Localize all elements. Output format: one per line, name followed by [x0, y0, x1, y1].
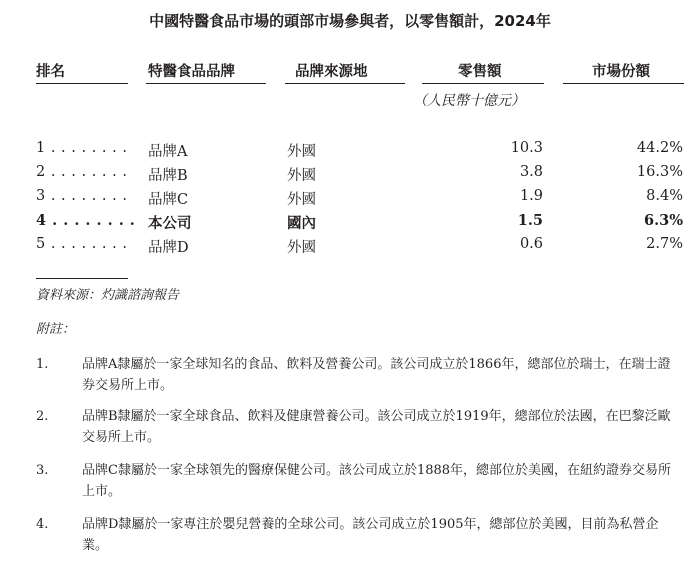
origin-cell: 外國 — [287, 240, 316, 256]
header-rule-brand — [146, 83, 266, 84]
header-share: 市場份額 — [592, 64, 650, 80]
table-row — [0, 188, 700, 212]
source-note: 資料來源：灼識諮詢報告 — [36, 288, 180, 303]
header-origin: 品牌來源地 — [295, 64, 368, 80]
brand-cell: 品牌C — [148, 192, 189, 208]
header-rank: 排名 — [36, 64, 65, 80]
rank-cell: 1 . . . . . . . . — [36, 140, 128, 156]
footnote-text: 品牌B隸屬於一家全球食品、飲料及健康營養公司。該公司成立於1919年，總部位於法國，在巴黎泛歐交易所上市。 — [82, 409, 671, 445]
footnote-number: 1. — [36, 357, 49, 372]
origin-cell: 外國 — [287, 144, 316, 160]
header-rule-sales — [422, 83, 544, 84]
footnote-number: 4. — [36, 517, 49, 532]
header-rule-share — [563, 83, 684, 84]
brand-cell: 品牌D — [148, 240, 189, 256]
footnote-text: 品牌D隸屬於一家專注於嬰兒營養的全球公司。該公司成立於1905年，總部位於美國，目前為私營企業。 — [82, 517, 659, 553]
sales-unit-label: （人民幣十億元） — [413, 93, 525, 109]
rank-cell: 3 . . . . . . . . — [36, 188, 128, 204]
table-row — [0, 140, 700, 164]
share-cell: 2.7% — [646, 236, 683, 252]
footnote-number: 3. — [36, 463, 49, 478]
sales-cell: 3.8 — [519, 164, 543, 180]
sales-cell: 1.5 — [517, 212, 543, 229]
page-title: 中國特醫食品市場的頭部市場參與者，以零售額計，2024年 — [149, 12, 551, 30]
rank-cell: 5 . . . . . . . . — [36, 236, 128, 252]
share-cell: 8.4% — [646, 188, 683, 204]
sales-cell: 0.6 — [519, 236, 543, 252]
footnote-text: 品牌A隸屬於一家全球知名的食品、飲料及營養公司。該公司成立於1866年，總部位於瑞士，在瑞士證券交易所上市。 — [82, 357, 671, 393]
source-divider — [36, 278, 128, 279]
footnote-number: 2. — [36, 409, 49, 424]
sales-cell: 1.9 — [519, 188, 543, 204]
notes-label: 附註： — [36, 322, 76, 337]
rank-cell: 4 . . . . . . . . — [36, 212, 136, 229]
brand-cell: 本公司 — [148, 215, 192, 232]
origin-cell: 外國 — [287, 168, 316, 184]
brand-cell: 品牌B — [148, 168, 188, 184]
brand-cell: 品牌A — [148, 144, 188, 160]
share-cell: 6.3% — [643, 212, 683, 229]
table-row — [0, 164, 700, 188]
rank-cell: 2 . . . . . . . . — [36, 164, 128, 180]
footnote-text: 品牌C隸屬於一家全球領先的醫療保健公司。該公司成立於1888年，總部位於美國，在紐約證券交易所上市。 — [82, 463, 672, 499]
header-rule-origin — [285, 83, 405, 84]
share-cell: 44.2% — [636, 140, 683, 156]
share-cell: 16.3% — [636, 164, 683, 180]
header-sales: 零售額 — [458, 64, 502, 80]
table-row-highlight — [0, 212, 700, 236]
origin-cell: 外國 — [287, 192, 316, 208]
table-row — [0, 236, 700, 260]
header-brand: 特醫食品品牌 — [148, 64, 235, 80]
header-rule-rank — [36, 83, 128, 84]
origin-cell: 國內 — [287, 215, 316, 232]
sales-cell: 10.3 — [510, 140, 543, 156]
